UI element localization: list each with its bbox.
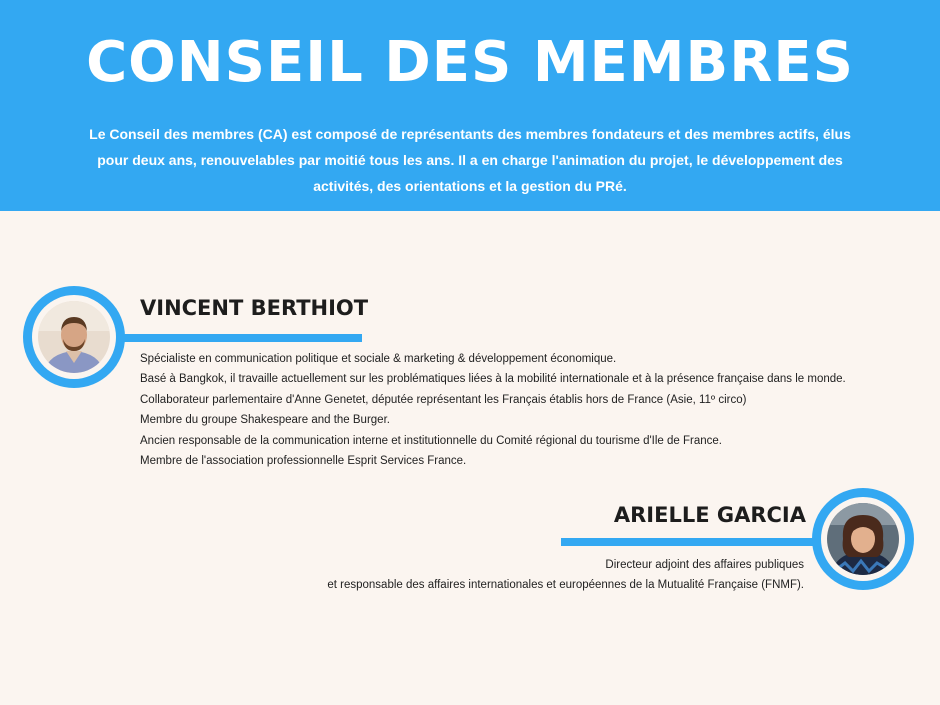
avatar-vincent-berthiot bbox=[38, 301, 110, 373]
page-title: CONSEIL DES MEMBRES bbox=[86, 30, 854, 95]
bio-line: et responsable des affaires internationales et européennes de la Mutualité Française (FNMF). bbox=[327, 579, 804, 592]
member-avatar-ring bbox=[23, 286, 125, 388]
avatar-frame bbox=[32, 295, 116, 379]
header-banner bbox=[0, 0, 940, 211]
bio-line: Membre de l'association professionnelle Esprit Services France. bbox=[140, 455, 467, 468]
avatar-arielle-garcia bbox=[827, 503, 899, 575]
avatar-frame bbox=[821, 497, 905, 581]
bio-line: Membre du groupe Shakespeare and the Burger. bbox=[140, 414, 390, 427]
member-bio bbox=[140, 349, 846, 471]
name-underline bbox=[120, 334, 362, 342]
member-name: ARIELLE GARCIA bbox=[613, 503, 806, 527]
bio-line: Ancien responsable de la communication interne et institutionnelle du Comité régional du tourisme d'Ile de France. bbox=[140, 434, 722, 447]
bio-line: Collaborateur parlementaire d'Anne Genetet, députée représentant les Français établis hors de France (Asie, 11º circo) bbox=[140, 393, 747, 406]
name-underline bbox=[561, 538, 823, 546]
bio-line: Spécialiste en communication politique et sociale & marketing & développement économique. bbox=[140, 353, 617, 365]
bio-line: Basé à Bangkok, il travaille actuellement sur les problématiques liées à la mobilité internationale et à la présence française dans le monde. bbox=[140, 373, 846, 386]
bio-line: Directeur adjoint des affaires publiques bbox=[605, 559, 804, 571]
member-name: VINCENT BERTHIOT bbox=[140, 296, 369, 320]
member-avatar-ring bbox=[812, 488, 914, 590]
member-bio bbox=[327, 555, 804, 596]
intro-text: Le Conseil des membres (CA) est composé de représentants des membres fondateurs et des membres actifs, élus pour deux ans, renouvelables par moitié tous les ans. Il a en charge l'animation du projet, le développement des activités, des orientations et la gestion du PRé. bbox=[89, 126, 851, 194]
